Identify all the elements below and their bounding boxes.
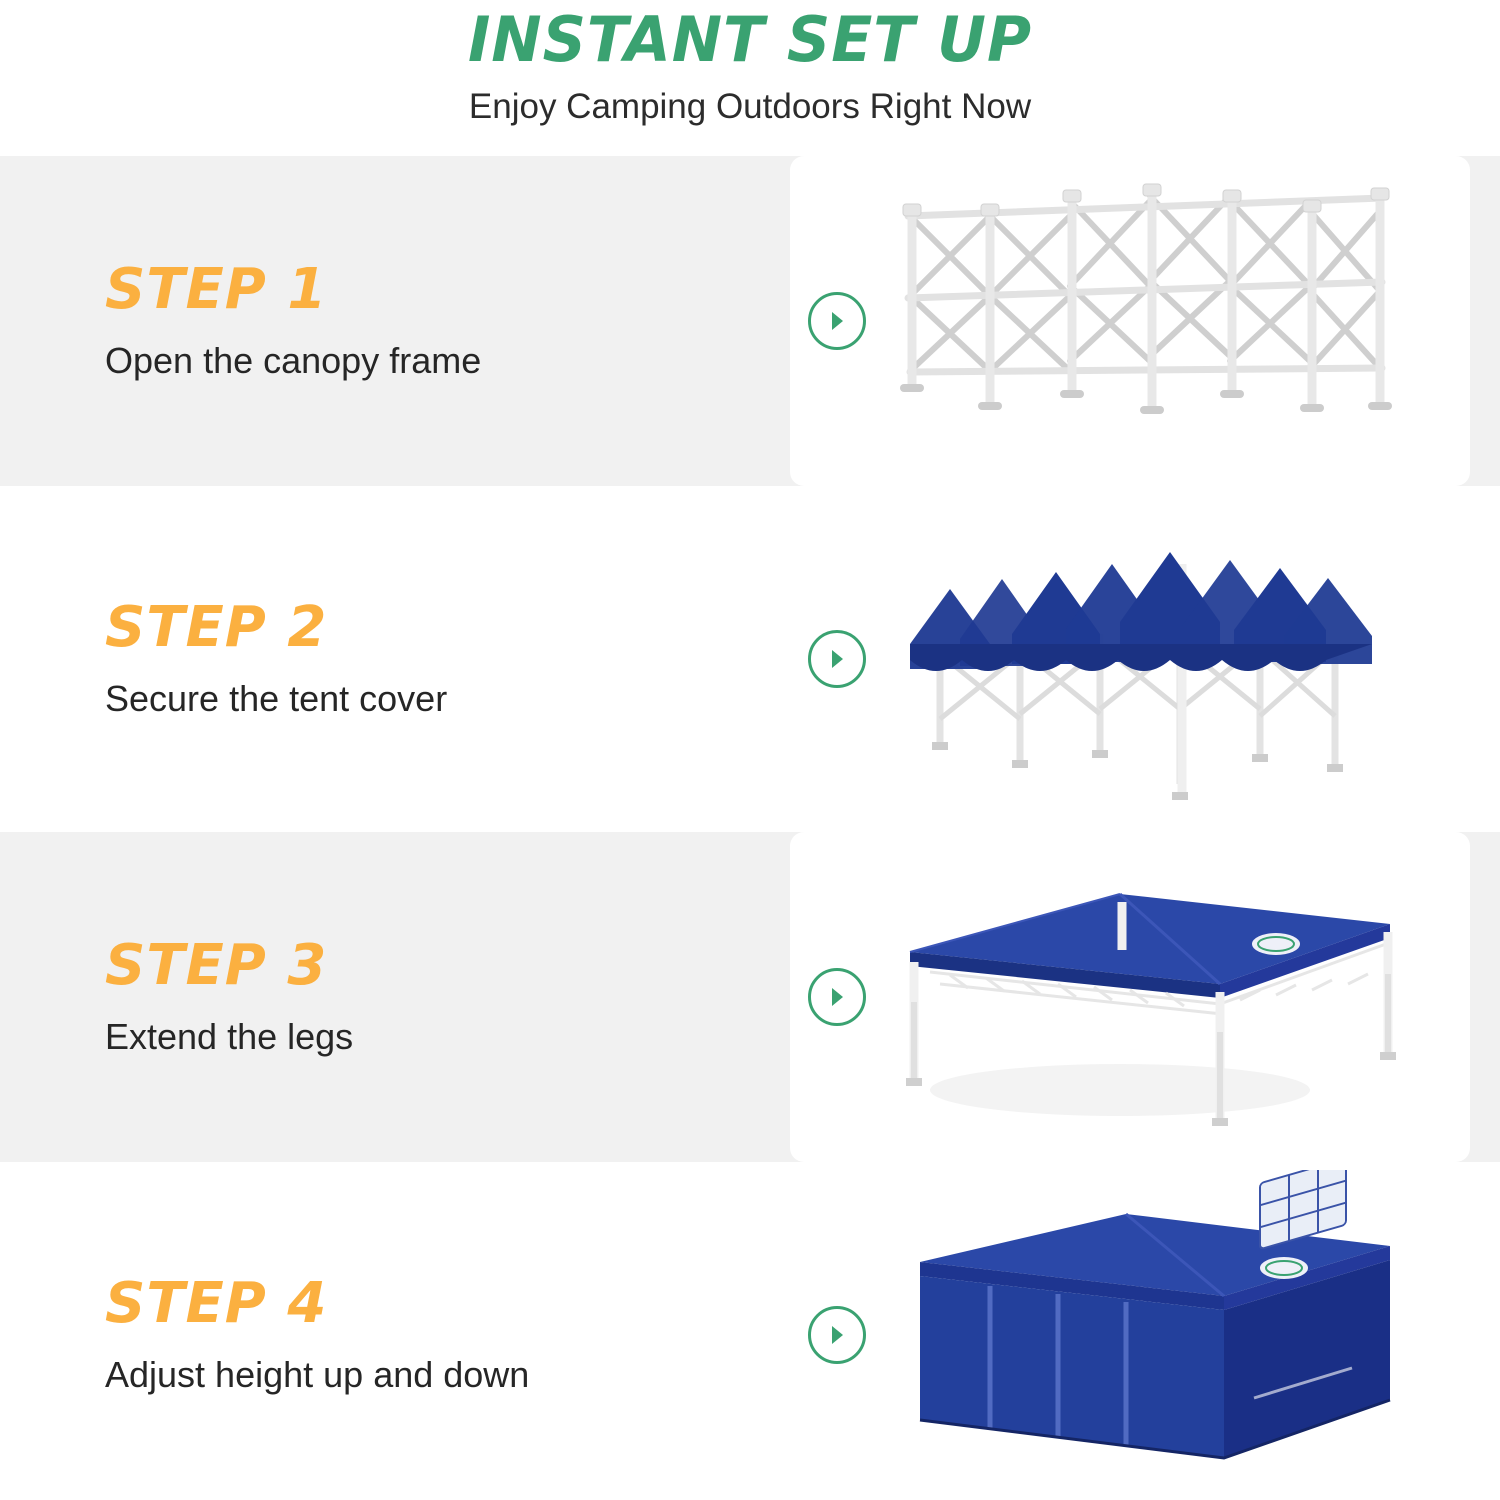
step-text-block	[105, 156, 725, 486]
step-description: Extend the legs	[105, 1016, 354, 1057]
header	[0, 0, 1500, 130]
page-subtitle: Enjoy Camping Outdoors Right Now	[468, 87, 1032, 126]
chevron-right-icon	[808, 630, 866, 688]
step-label: STEP 1	[105, 257, 328, 322]
step-row	[0, 832, 1500, 1162]
canopy-legs-extended-illustration	[790, 832, 1470, 1162]
step-description: Open the canopy frame	[105, 340, 482, 381]
page-title: INSTANT SET UP	[467, 3, 1033, 76]
step-text-block	[105, 1170, 725, 1500]
step-label: STEP 4	[105, 1271, 328, 1336]
step-row	[0, 494, 1500, 824]
step-description: Secure the tent cover	[105, 678, 448, 719]
step-text-block	[105, 494, 725, 824]
chevron-right-icon	[808, 292, 866, 350]
step-label: STEP 3	[105, 933, 328, 998]
step-text-block	[105, 832, 725, 1162]
chevron-right-icon	[808, 968, 866, 1026]
tent-cover-secured-illustration	[790, 494, 1470, 824]
step-image-card	[790, 494, 1470, 824]
step-row	[0, 1170, 1500, 1500]
step-label: STEP 2	[105, 595, 328, 660]
step-image-card	[790, 832, 1470, 1162]
steps-list	[0, 156, 1500, 1500]
chevron-right-icon	[808, 1306, 866, 1364]
step-row	[0, 156, 1500, 486]
canopy-frame-open-illustration	[790, 156, 1470, 486]
step-image-card	[790, 156, 1470, 486]
canopy-with-sidewalls-illustration	[790, 1170, 1470, 1500]
step-description: Adjust height up and down	[105, 1354, 530, 1395]
step-image-card	[790, 1170, 1470, 1500]
